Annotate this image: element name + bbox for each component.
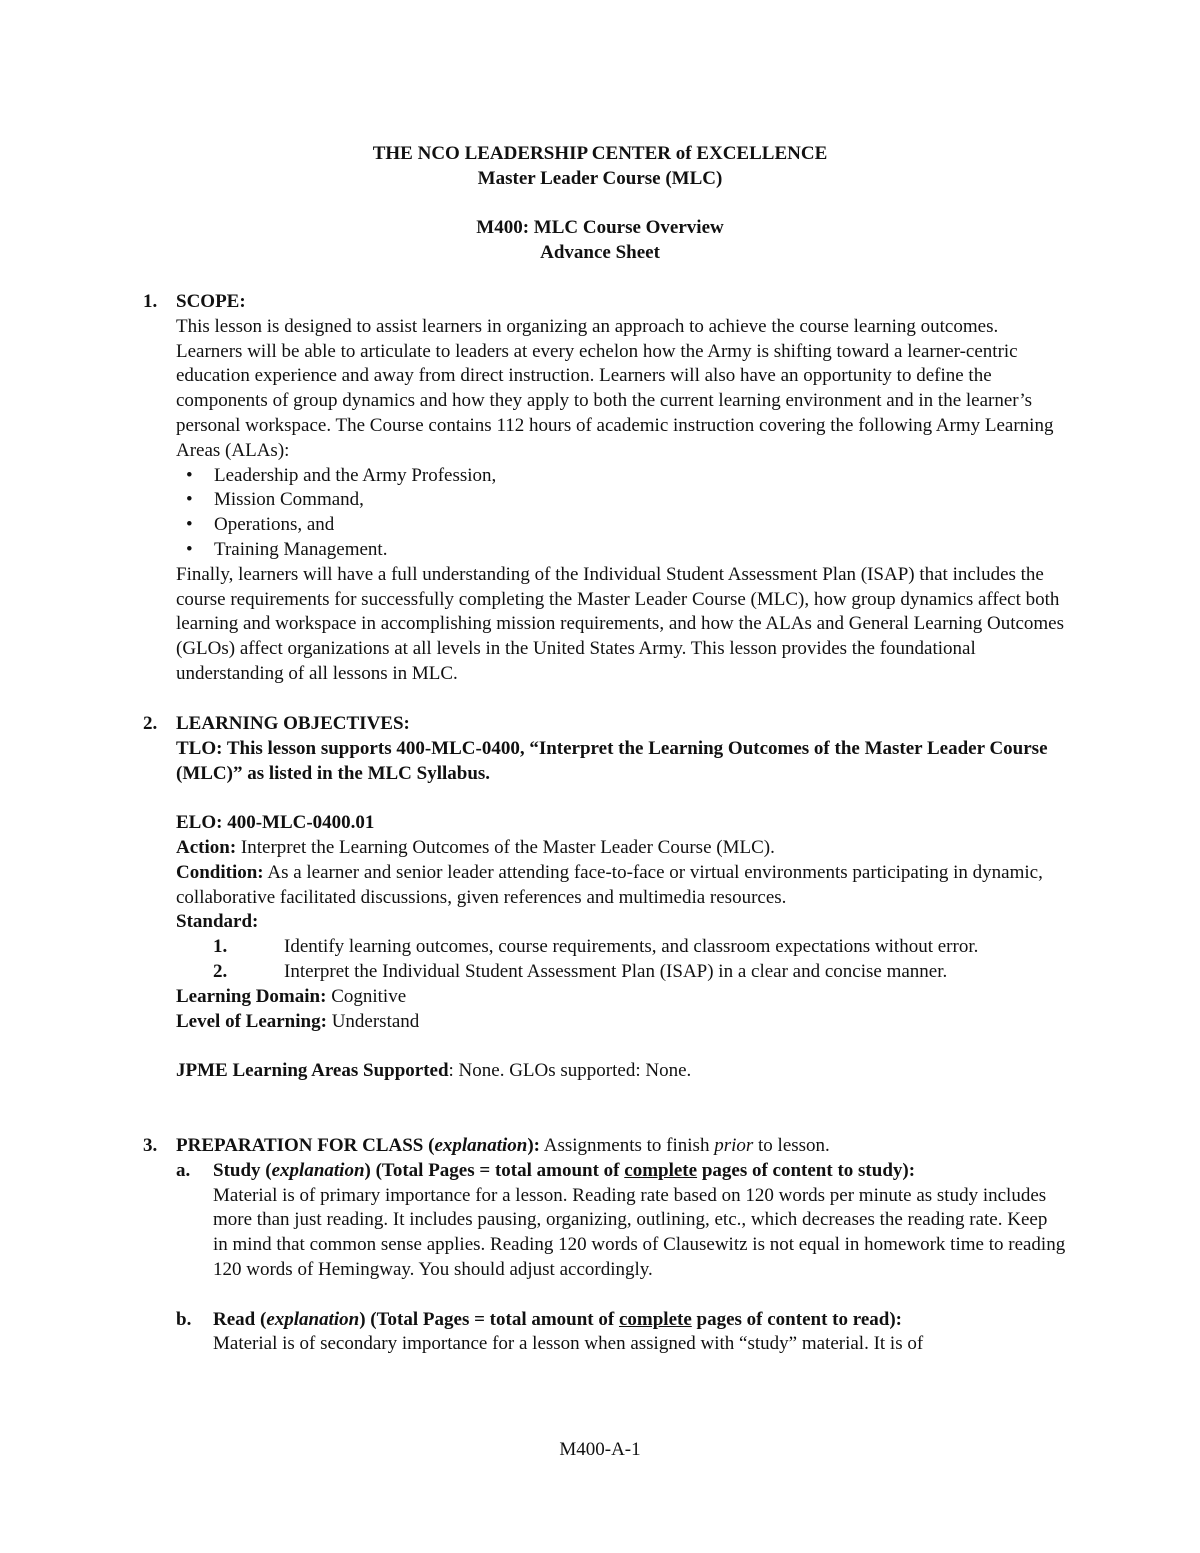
ala-list bbox=[176, 464, 1066, 563]
standard-label: Standard: bbox=[176, 911, 259, 933]
page-footer: M400-A-1 bbox=[559, 1439, 641, 1460]
jpme-text: : None. GLOs supported: None. bbox=[448, 1060, 692, 1082]
level-of-learning-line bbox=[176, 1010, 1066, 1035]
list-item: • Operations, and bbox=[176, 513, 1066, 538]
elo-statement: ELO: 400-MLC-0400.01 bbox=[176, 812, 375, 834]
level-of-learning-label: Level of Learning: bbox=[176, 1010, 327, 1032]
jpme-label: JPME Learning Areas Supported bbox=[176, 1060, 449, 1082]
standard-number: 1. bbox=[213, 936, 228, 958]
read-item bbox=[176, 1308, 1066, 1358]
jpme-line bbox=[176, 1059, 1066, 1084]
objectives-title: LEARNING OBJECTIVES: bbox=[176, 713, 410, 734]
read-text: Material is of secondary importance for a lesson when assigned with “study” material. It is of bbox=[213, 1333, 924, 1355]
scope-title: SCOPE: bbox=[176, 291, 246, 312]
standard-number: 2. bbox=[213, 960, 228, 982]
action-text: Interpret the Learning Outcomes of the Master Leader Course (MLC). bbox=[236, 836, 775, 858]
header-sheet-type: Advance Sheet bbox=[540, 242, 660, 263]
preparation-number: 3. bbox=[143, 1135, 158, 1156]
standard-text: Identify learning outcomes, course requirements, and classroom expectations without error. bbox=[284, 936, 979, 958]
read-heading: Read (explanation) (Total Pages = total amount of complete pages of content to read): bbox=[213, 1308, 902, 1330]
condition-label: Condition: bbox=[176, 861, 264, 883]
study-item bbox=[176, 1159, 1066, 1283]
level-of-learning-value: Understand bbox=[326, 1010, 420, 1032]
scope-paragraph-1: This lesson is designed to assist learners in organizing an approach to achieve the course learning outcomes. Learners will be able to articulate to leaders at every echelon how the Army is shifting toward a learner-centric education experience and away from direct instruction. Learners will also have an opportunity to define the components of group dynamics and how they apply to both the current learning environment and in the learner’s personal workspace. The Course contains 112 hours of academic instruction covering the following Army Learning Areas (ALAs): bbox=[176, 315, 1054, 461]
learning-domain-value: Cognitive bbox=[326, 985, 407, 1007]
preparation-title: PREPARATION FOR CLASS (explanation): Assignments to finish prior to lesson. bbox=[176, 1135, 830, 1156]
learning-domain-line bbox=[176, 985, 1066, 1010]
study-text: Material is of primary importance for a lesson. Reading rate based on 120 words per minute as study includes more than just reading. It includes pausing, organizing, outlining, etc., which decreases the reading rate. Keep in mind that common sense applies. Reading 120 words of Clausewitz is not equal in homework time to reading 120 words of Hemingway. You should adjust accordingly. bbox=[213, 1184, 1066, 1280]
scope-number: 1. bbox=[143, 291, 158, 312]
document-header bbox=[0, 142, 1200, 266]
header-course: Master Leader Course (MLC) bbox=[477, 168, 723, 189]
action-line bbox=[176, 836, 1066, 861]
study-letter: a. bbox=[176, 1159, 191, 1181]
standard-item bbox=[176, 935, 1066, 960]
objectives-number: 2. bbox=[143, 713, 158, 734]
action-label: Action: bbox=[176, 836, 237, 858]
study-heading: Study (explanation) (Total Pages = total amount of complete pages of content to study): bbox=[213, 1159, 916, 1181]
list-item: • Training Management. bbox=[176, 538, 1066, 563]
condition-line bbox=[176, 861, 1066, 911]
scope-paragraph-2: Finally, learners will have a full understanding of the Individual Student Assessment Plan (ISAP) that includes the course requirements for successfully completing the Master Leader Course (MLC), how group dynamics affect both learning and workspace in accomplishing mission requirements, and how the ALAs and General Learning Outcomes (GLOs) affect organizations at all levels in the United States Army. This lesson provides the foundational understanding of all lessons in MLC. bbox=[176, 563, 1065, 684]
standard-text: Interpret the Individual Student Assessment Plan (ISAP) in a clear and concise manner. bbox=[284, 960, 948, 982]
header-organization: THE NCO LEADERSHIP CENTER of EXCELLENCE bbox=[372, 143, 828, 164]
learning-domain-label: Learning Domain: bbox=[176, 985, 327, 1007]
condition-text: As a learner and senior leader attending face-to-face or virtual environments participating in dynamic, collaborative facilitated discussions, given references and multimedia resources. bbox=[176, 861, 1043, 908]
tlo-statement: TLO: This lesson supports 400-MLC-0400, “Interpret the Learning Outcomes of the Master Leader Course (MLC)” as listed in the MLC Syllabus. bbox=[176, 737, 1048, 784]
list-item: • Leadership and the Army Profession, bbox=[176, 464, 1066, 489]
read-letter: b. bbox=[176, 1308, 192, 1330]
standard-item bbox=[176, 960, 1066, 985]
list-item: • Mission Command, bbox=[176, 488, 1066, 513]
header-lesson-title: M400: MLC Course Overview bbox=[476, 217, 724, 238]
